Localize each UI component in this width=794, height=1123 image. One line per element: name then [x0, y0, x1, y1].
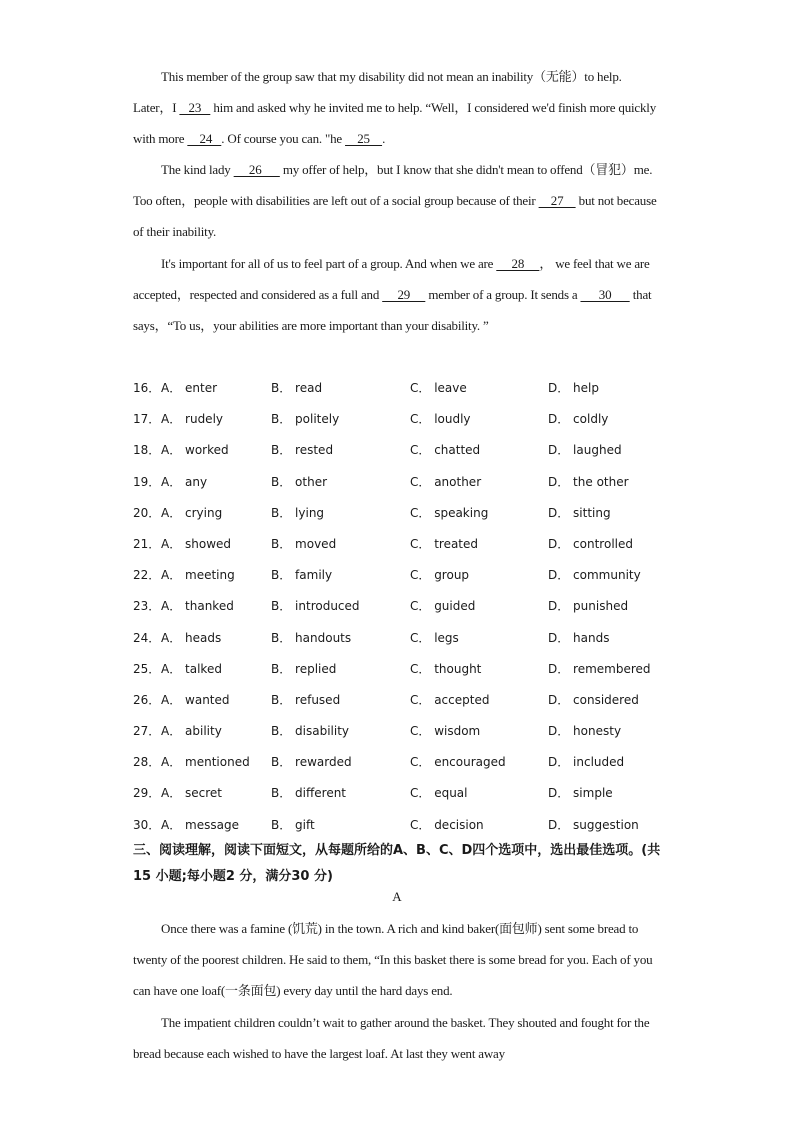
option-d: D． remembered [548, 661, 651, 676]
option-c: C． another [410, 474, 482, 489]
option-c: C． wisdom [410, 724, 481, 739]
option-b: B． rested [271, 443, 334, 458]
answer-options-list [133, 373, 693, 841]
text-run: The kind lady [161, 162, 234, 177]
option-d: D． laughed [548, 443, 622, 458]
question-number: 21． [133, 536, 161, 551]
text-run: . [382, 131, 386, 146]
option-a: A． talked [161, 661, 222, 676]
question-number: 16． [133, 381, 161, 395]
option-b: B． replied [271, 661, 337, 676]
option-row [133, 810, 693, 841]
blank-23: 23 [179, 100, 211, 115]
option-row [133, 623, 693, 654]
option-a: A． any [161, 474, 208, 489]
passage-label: A [392, 889, 402, 904]
blank-29: 29 [382, 287, 426, 302]
option-c: C． group [410, 568, 470, 583]
question-number: 25． [133, 661, 161, 676]
text-run: It's important for all of us to feel part of a group. And when we are [161, 256, 497, 271]
blank-27: 27 [538, 193, 576, 208]
option-b: B． different [271, 786, 347, 801]
option-row [133, 778, 693, 809]
text-run: him and asked why he invited me to help. “Well，I considered we'd finish more quickly with more [133, 100, 656, 146]
text-run: This member of the group saw that my disability did not mean an inability（无能）to help. Later，I [133, 69, 622, 115]
option-a: A． message [161, 817, 239, 832]
option-d: D． included [548, 755, 625, 770]
option-a: A． worked [161, 443, 229, 458]
blank-28: 28 [496, 256, 540, 271]
question-number: 30． [133, 817, 161, 832]
option-a: A． rudely [161, 412, 223, 427]
question-number: 26． [133, 692, 161, 707]
option-d: D． honesty [548, 724, 622, 739]
option-row [133, 685, 693, 716]
option-a: A． secret [161, 786, 223, 801]
option-a: A． meeting [161, 568, 235, 583]
option-b: B． politely [271, 412, 340, 427]
passage-paragraph-1 [133, 61, 663, 154]
question-number: 20． [133, 505, 161, 520]
question-number: 27． [133, 724, 161, 739]
option-b: B． other [271, 474, 328, 489]
passage-a-paragraph-1: Once there was a famine (饥荒) in the town. A rich and kind baker(面包师) sent some bread to twenty of the poorest children. He said to them, “In this basket there is some bread for you. Each of you can have one loaf(一条面包) every day until the hard days end. [133, 921, 653, 998]
passage-paragraph-2 [133, 154, 663, 247]
option-row [133, 404, 693, 435]
option-d: D． help [548, 381, 599, 395]
option-a: A． showed [161, 536, 232, 551]
option-b: B． introduced [271, 599, 360, 614]
option-d: D． considered [548, 692, 639, 707]
option-b: B． refused [271, 692, 341, 707]
option-row [133, 529, 693, 560]
option-a: A． mentioned [161, 755, 250, 770]
blank-24: 24 [187, 131, 222, 146]
option-row [133, 467, 693, 498]
option-a: A． heads [161, 630, 222, 645]
option-c: C． encouraged [410, 755, 506, 770]
option-a: A． wanted [161, 692, 230, 707]
option-c: C． leave [410, 381, 467, 395]
option-d: D． the other [548, 474, 629, 489]
passage-paragraph-3 [133, 248, 663, 341]
option-c: C． thought [410, 661, 482, 676]
option-row [133, 373, 693, 404]
option-b: B． family [271, 568, 333, 583]
option-row [133, 654, 693, 685]
option-b: B． moved [271, 536, 337, 551]
option-c: C． guided [410, 599, 476, 614]
question-number: 28． [133, 755, 161, 770]
option-d: D． punished [548, 599, 629, 614]
option-c: C． legs [410, 630, 459, 645]
question-number: 19． [133, 474, 161, 489]
blank-26: 26 [233, 162, 280, 177]
option-row [133, 716, 693, 747]
option-row [133, 747, 693, 778]
question-number: 18． [133, 443, 161, 458]
question-number: 17． [133, 412, 161, 427]
option-c: C． loudly [410, 412, 471, 427]
option-c: C． speaking [410, 505, 489, 520]
option-c: C． treated [410, 536, 479, 551]
option-a: A． crying [161, 505, 223, 520]
option-c: C． decision [410, 817, 484, 832]
option-d: D． suggestion [548, 817, 639, 832]
text-run: . Of course you can. "he [221, 131, 346, 146]
option-d: D． sitting [548, 505, 611, 520]
text-run: my offer of help，but I know that she didn't mean to offend（冒犯）me. Too often，people with disabilities are left out of a social group because of their [133, 162, 653, 208]
section-heading: 三、阅读理解，阅读下面短文，从每题所给的A、B、C、D四个选项中，选出最佳选项。(共15 小题;每小题2 分，满分30 分) [133, 843, 661, 884]
option-d: D． hands [548, 630, 610, 645]
option-a: A． ability [161, 724, 222, 739]
blank-30: 30 [580, 287, 630, 302]
option-row [133, 498, 693, 529]
question-number: 23． [133, 599, 161, 614]
option-c: C． equal [410, 786, 468, 801]
option-a: A． enter [161, 381, 218, 395]
option-b: B． read [271, 381, 323, 395]
text-run: ， we feel that we are accepted，respected and considered as a full and [133, 256, 650, 302]
option-b: B． gift [271, 817, 315, 832]
option-row [133, 435, 693, 466]
option-d: D． coldly [548, 412, 609, 427]
text-run: member of a group. It sends a [425, 287, 581, 302]
question-number: 22． [133, 568, 161, 583]
text-run: but not because of their inability. [133, 193, 657, 239]
option-d: D． community [548, 568, 641, 583]
option-b: B． disability [271, 724, 350, 739]
option-d: D． simple [548, 786, 613, 801]
option-b: B． handouts [271, 630, 352, 645]
question-number: 24． [133, 630, 161, 645]
option-c: C． chatted [410, 443, 481, 458]
text-run: that says，“To us，your abilities are more important than your disability. ” [133, 287, 652, 333]
option-b: B． rewarded [271, 755, 352, 770]
option-row [133, 591, 693, 622]
option-d: D． controlled [548, 536, 633, 551]
option-row [133, 560, 693, 591]
question-number: 29． [133, 786, 161, 801]
option-b: B． lying [271, 505, 325, 520]
blank-25: 25 [345, 131, 383, 146]
passage-a-paragraph-2: The impatient children couldn’t wait to gather around the basket. They shouted and fought for the bread because each wished to have the largest loaf. At last they went away [133, 1015, 650, 1061]
option-c: C． accepted [410, 692, 490, 707]
option-a: A． thanked [161, 599, 234, 614]
